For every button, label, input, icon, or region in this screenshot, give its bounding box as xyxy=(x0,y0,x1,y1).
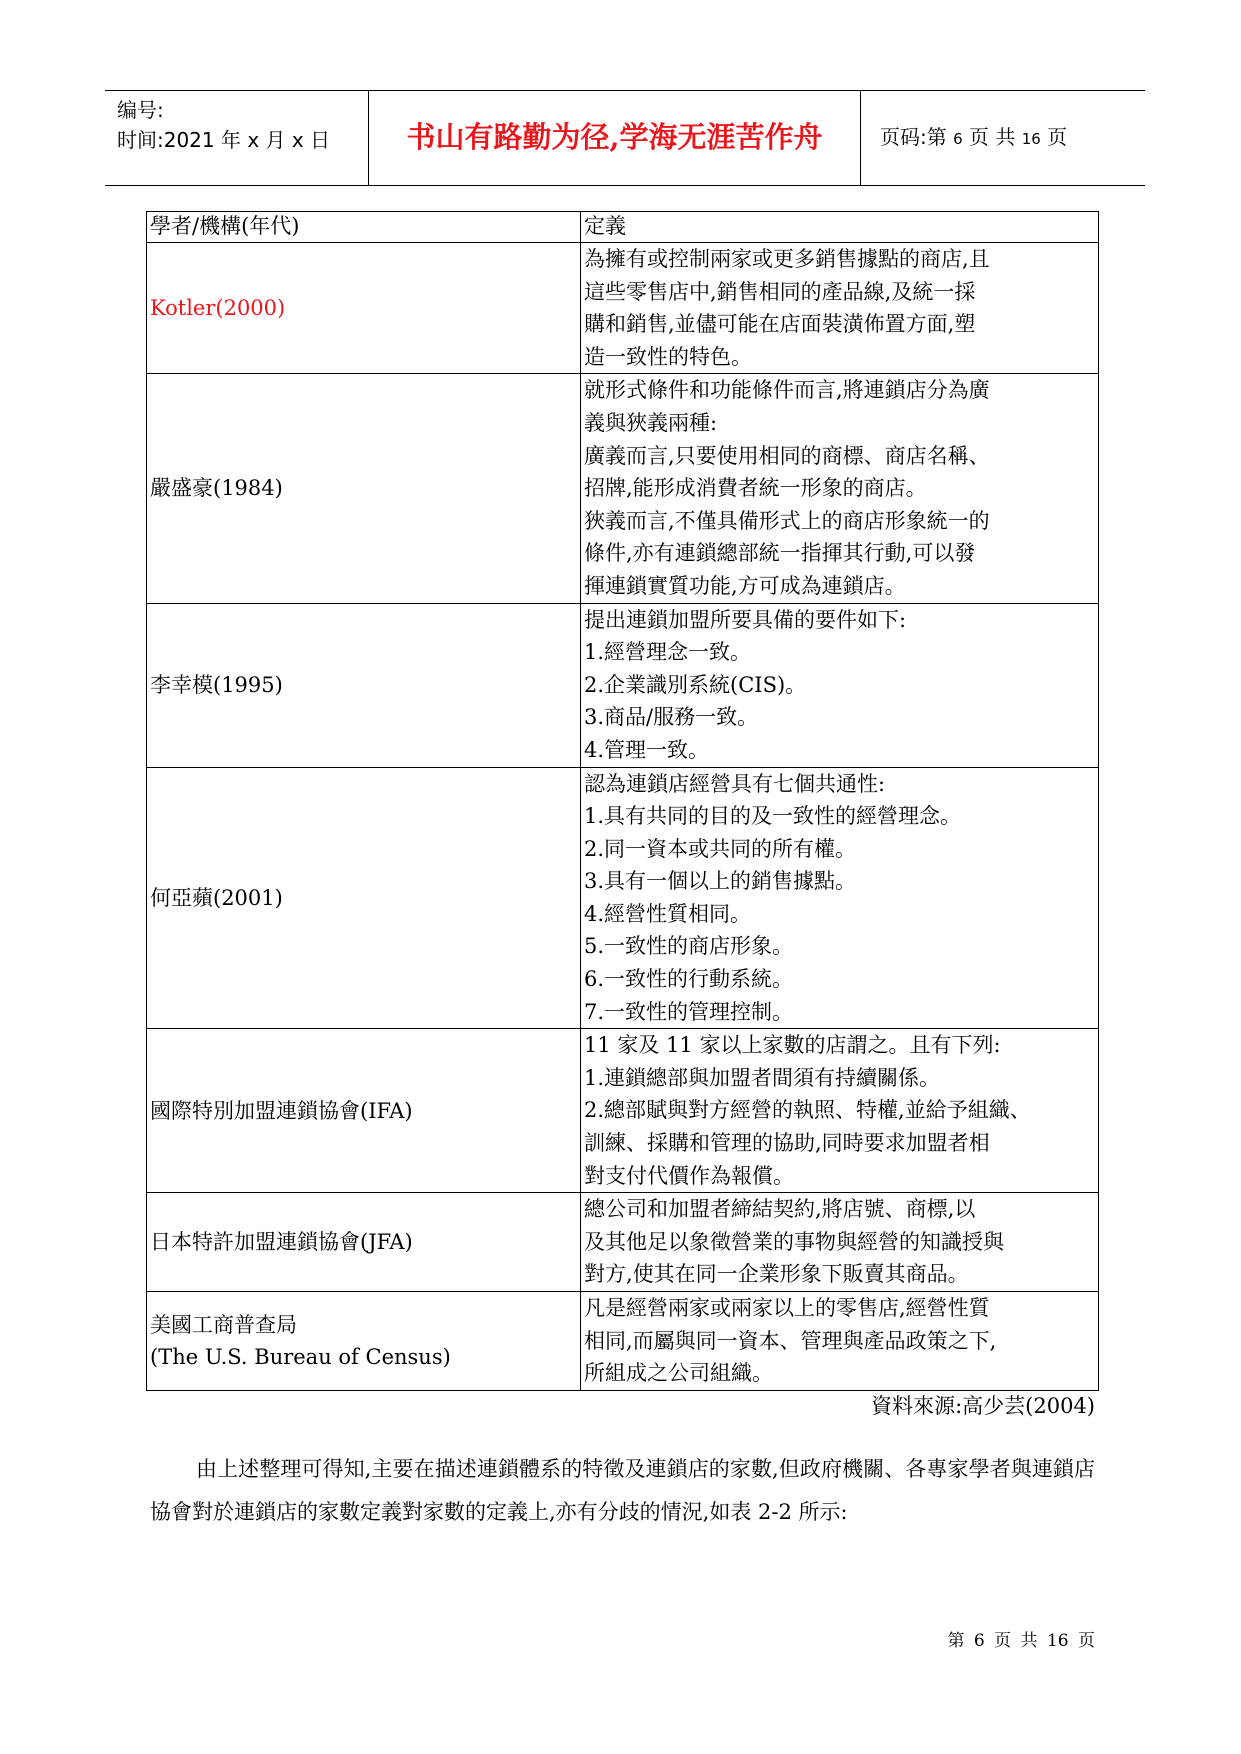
scholar-cell xyxy=(147,1193,581,1292)
definition-line: 招牌,能形成消費者統一形象的商店。 xyxy=(584,476,927,501)
page-total: 16 xyxy=(1021,130,1041,148)
definition-line: 2.同一資本或共同的所有權。 xyxy=(584,836,857,861)
definition-line: 狹義而言,不僅具備形式上的商店形象統一的 xyxy=(584,508,990,533)
scholar-name: Kotler(2000) xyxy=(150,296,286,321)
header-meta xyxy=(117,95,362,155)
scholar-name: 李幸模(1995) xyxy=(150,673,283,698)
definition-line: 對方,使其在同一企業形象下販賣其商品。 xyxy=(584,1262,969,1287)
table-row xyxy=(147,1292,1099,1391)
definition-line: 條件,亦有連鎖總部統一指揮其行動,可以發 xyxy=(584,541,976,566)
body-paragraph: 由上述整理可得知,主要在描述連鎖體系的特徵及連鎖店的家數,但政府機關、各專家學者與連鎖店協會對於連鎖店的家數定義對家數的定義上,亦有分歧的情況,如表 2-2 所示: xyxy=(150,1457,1095,1524)
definition-line: 5.一致性的商店形象。 xyxy=(584,934,794,959)
scholar-cell xyxy=(147,767,581,1029)
definition-line: 1.經營理念一致。 xyxy=(584,640,752,665)
header-motto: 书山有路勤为径,学海无涯苦作舟 xyxy=(406,120,823,154)
definition-line: 1.具有共同的目的及一致性的經營理念。 xyxy=(584,804,962,829)
definition-line: 所組成之公司組織。 xyxy=(584,1361,773,1386)
table-row xyxy=(147,374,1099,603)
table-header-row xyxy=(147,212,1099,243)
definition-line: 認為連鎖店經營具有七個共通性: xyxy=(584,771,886,796)
definition-line: 11 家及 11 家以上家數的店謂之。且有下列: xyxy=(584,1033,1001,1058)
definition-line: 及其他足以象徵營業的事物與經營的知識授與 xyxy=(584,1229,1004,1254)
definition-line: 凡是經營兩家或兩家以上的零售店,經營性質 xyxy=(584,1296,990,1320)
definition-line: 造一致性的特色。 xyxy=(584,344,752,369)
definition-cell xyxy=(581,603,1099,767)
number-label: 编号: xyxy=(117,98,164,122)
definition-line: 4.管理一致。 xyxy=(584,737,710,762)
table-row xyxy=(147,243,1099,374)
definition-line: 7.一致性的管理控制。 xyxy=(584,999,794,1024)
definition-line: 2.總部賦與對方經營的執照、特權,並給予組織、 xyxy=(584,1098,1031,1123)
time-label: 时间:2021 年 x 月 x 日 xyxy=(117,128,331,152)
header-divider xyxy=(860,91,861,185)
definition-line: 廣義而言,只要使用相同的商標、商店名稱、 xyxy=(584,443,990,468)
definition-line: 義與狹義兩種: xyxy=(584,410,718,435)
page-current: 6 xyxy=(953,130,963,148)
definition-line: 4.經營性質相同。 xyxy=(584,901,752,926)
definition-line: 為擁有或控制兩家或更多銷售據點的商店,且 xyxy=(584,247,990,271)
definition-line: 3.具有一個以上的銷售據點。 xyxy=(584,869,857,894)
scholar-name: 日本特許加盟連鎖協會(JFA) xyxy=(150,1230,413,1255)
definition-cell xyxy=(581,767,1099,1029)
definition-cell xyxy=(581,1193,1099,1292)
scholar-name: 美國工商普查局 xyxy=(150,1312,297,1337)
definition-cell xyxy=(581,1292,1099,1391)
scholar-cell xyxy=(147,1029,581,1193)
definition-line: 這些零售店中,銷售相同的產品線,及統一採 xyxy=(584,279,976,304)
table-row xyxy=(147,767,1099,1029)
scholar-name-english: (The U.S. Bureau of Census) xyxy=(150,1344,451,1369)
column-header-definition: 定義 xyxy=(581,212,1099,243)
definition-line: 相同,而屬與同一資本、管理與產品政策之下, xyxy=(584,1328,997,1353)
definition-cell xyxy=(581,374,1099,603)
scholar-name: 國際特別加盟連鎖協會(IFA) xyxy=(150,1098,413,1123)
definition-line: 揮連鎖實質功能,方可成為連鎖店。 xyxy=(584,573,906,598)
definition-cell xyxy=(581,243,1099,374)
definition-line: 3.商品/服務一致。 xyxy=(584,705,759,730)
definition-line: 總公司和加盟者締結契約,將店號、商標,以 xyxy=(584,1197,976,1222)
table-row xyxy=(147,1029,1099,1193)
scholar-name: 嚴盛豪(1984) xyxy=(150,476,283,501)
definition-line: 2.企業識別系統(CIS)。 xyxy=(584,672,807,697)
definition-line: 就形式條件和功能條件而言,將連鎖店分為廣 xyxy=(584,378,990,403)
definition-line: 訓練、採購和管理的協助,同時要求加盟者相 xyxy=(584,1131,990,1156)
scholar-cell xyxy=(147,374,581,603)
definitions-table xyxy=(146,211,1099,1391)
scholar-cell xyxy=(147,243,581,374)
definition-line: 6.一致性的行動系統。 xyxy=(584,967,794,992)
definition-cell xyxy=(581,1029,1099,1193)
definition-line: 購和銷售,並儘可能在店面裝潢佈置方面,塑 xyxy=(584,312,976,337)
scholar-cell xyxy=(147,1292,581,1391)
page-footer: 第 6 页 共 16 页 xyxy=(947,1631,1095,1651)
page-header xyxy=(105,90,1145,186)
definition-line: 1.連鎖總部與加盟者間須有持續關係。 xyxy=(584,1065,941,1090)
table-row xyxy=(147,603,1099,767)
scholar-cell xyxy=(147,603,581,767)
table-row xyxy=(147,1193,1099,1292)
scholar-name: 何亞蘋(2001) xyxy=(150,885,283,910)
column-header-scholar: 學者/機構(年代) xyxy=(147,212,581,243)
definition-line: 對支付代價作為報償。 xyxy=(584,1163,794,1188)
table-source-note: 資料來源:高少芸(2004) xyxy=(871,1394,1095,1418)
definition-line: 提出連鎖加盟所要具備的要件如下: xyxy=(584,607,907,632)
header-page-number: 页码:第 6 页 共 16 页 xyxy=(880,125,1068,149)
